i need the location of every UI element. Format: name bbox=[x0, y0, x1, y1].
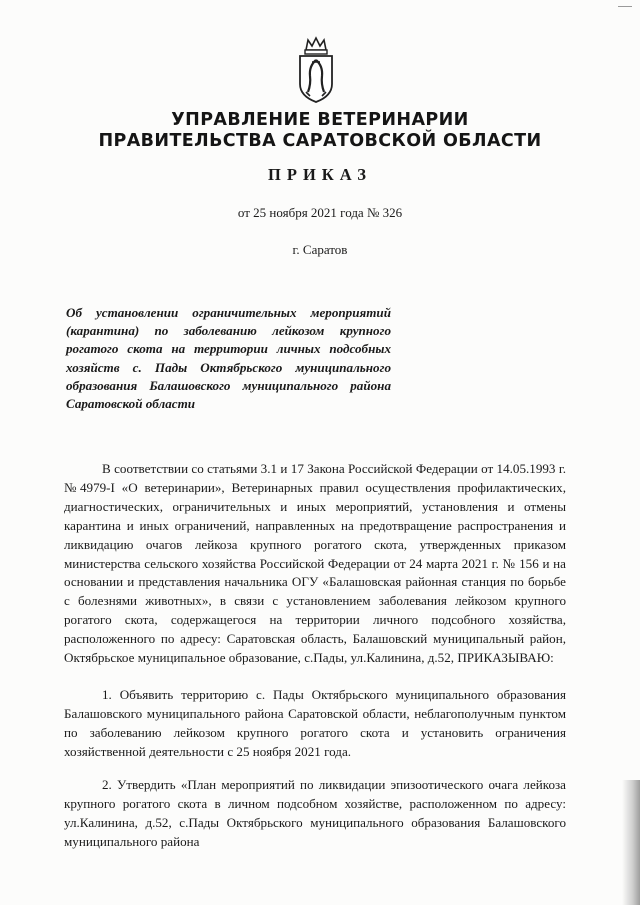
agency-name-line1: УПРАВЛЕНИЕ ВЕТЕРИНАРИИ bbox=[171, 110, 469, 130]
order-item-2: 2. Утвердить «План мероприятий по ликвидации эпизоотического очага лейкоза крупного рогатого скота в личном подсобном хозяйстве, расположенном по адресу: ул.Калинина, д.52, с.Пады Октябрьского муниципального образования Балашовского муниципального района bbox=[64, 777, 566, 849]
document-title: Об установлении ограничительных мероприятий (карантина) по заболеванию лейкозом крупного рогатого скота на территории личных подсобных хозяйств с. Пады Октябрьского муниципального образования Балашовского муниципального района Саратовской области bbox=[66, 305, 391, 412]
agency-name-line2: ПРАВИТЕЛЬСТВА САРАТОВСКОЙ ОБЛАСТИ bbox=[98, 131, 542, 151]
document-type-heading: ПРИКАЗ bbox=[268, 165, 372, 184]
document-city: г. Саратов bbox=[292, 242, 348, 257]
scan-mark bbox=[618, 6, 632, 17]
coat-of-arms-icon bbox=[292, 36, 340, 104]
scan-edge-shadow bbox=[622, 780, 640, 905]
document-date-number: от 25 ноября 2021 года № 326 bbox=[237, 205, 403, 220]
intro-paragraph: В соответствии со статьями 3.1 и 17 Закона Российской Федерации от 14.05.1993 г. №4979-I «О ветеринарии», Ветеринарных правил осуществления профилактических, диагностических, ограничительных и иных мероприятий, установления и отмены карантина и иных ограничений, направленных на предотвращение распространения и ликвидацию очагов лейкоза крупного рогатого скота, утвержденных приказом министерства сельского хозяйства Российской Федерации от 24 марта 2021 г. № 156 и на основании и представления начальника ОГУ «Балашовская районная станция по борьбе с болезнями животных», в связи с установлением заболевания лейкозом крупного рогатого скота, содержащегося на территории личного подсобного хозяйства, расположенного по адресу: Саратовская область, Балашовский муниципальный район, Октябрьское муниципальное образование, с.Пады, ул.Калинина, д.52, ПРИКАЗЫВАЮ: bbox=[64, 461, 566, 666]
order-item-1: 1. Объявить территорию с. Пады Октябрьского муниципального образования Балашовского муниципального района Саратовской области, неблагополучным пунктом по заболеванию лейкозом крупного рогатого скота и установить ограничения хозяйственной деятельности с 25 ноября 2021 года. bbox=[64, 687, 566, 759]
